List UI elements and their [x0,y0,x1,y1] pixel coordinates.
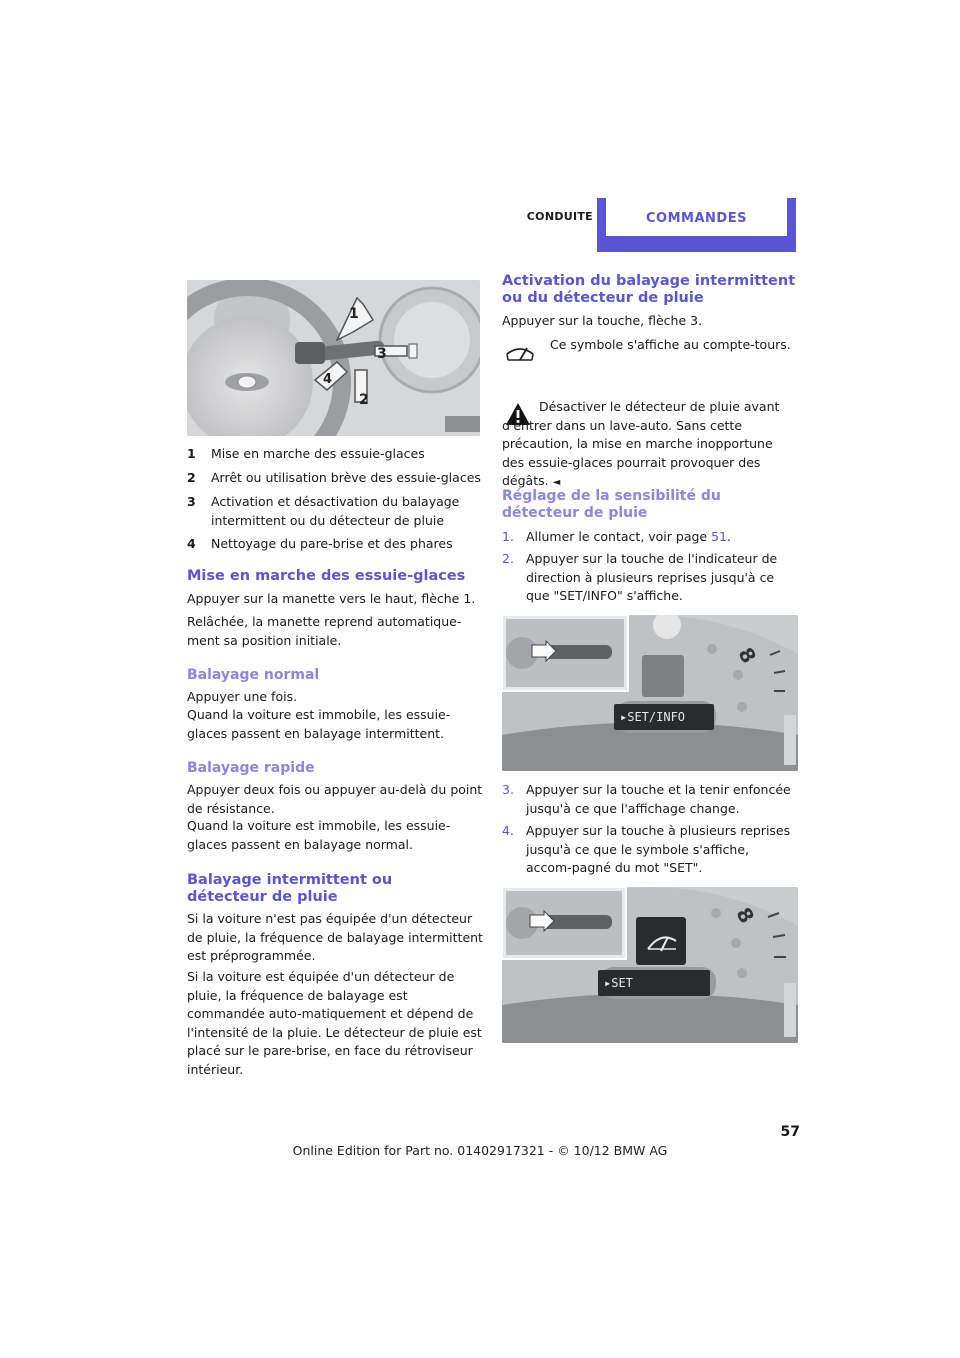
heading-activation: Activation du balayage intermittent ou du détecteur de pluie [502,273,796,306]
paragraph: Appuyer sur la touche, flèche 3. [502,313,703,328]
callout-3: 3 [377,346,387,362]
legend-item: 4 Nettoyage du pare-brise et des phares [187,536,453,551]
display-text: ▸SET [604,976,633,990]
heading-mise-en-marche: Mise en marche des essuie-glaces [187,568,466,584]
paragraph: Appuyer sur la manette vers le haut, flèche 1. [187,591,476,606]
callout-1: 1 [349,306,359,322]
legend-item: 2 Arrêt ou utilisation brève des essuie-glaces [187,470,481,485]
legend-item: 1 Mise en marche des essuie-glaces [187,446,425,461]
heading-balayage-normal: Balayage normal [187,667,320,683]
figure-legend [187,445,487,554]
legend-item: 3 Activation et désactivation du balayage intermittent ou du détecteur de pluie [187,494,460,528]
paragraph: Quand la voiture est immobile, les essuie-glaces passent en balayage intermittent. [187,707,451,741]
section-label: CONDUITE [526,210,593,223]
page-number: 57 [780,1124,800,1140]
set-display-photo [502,887,798,1043]
paragraph: Relâchée, la manette reprend automatique-ment sa position initiale. [187,614,462,648]
paragraph: Appuyer deux fois ou appuyer au-delà du point de résistance. [187,782,483,816]
paragraph: Si la voiture n'est pas équipée d'un détecteur de pluie, la fréquence de balayage intermittent est préprogrammée. [187,911,483,963]
paragraph: Quand la voiture est immobile, les essuie-glaces passent en balayage normal. [187,818,451,852]
step-4: 4. Appuyer sur la touche à plusieurs reprises jusqu'à ce que le symbole s'affiche, accom-pagné du mot "SET". [502,823,791,875]
heading-balayage-intermittent: Balayage intermittent ou détecteur de pluie [187,872,393,905]
chapter-tab-label: COMMANDES [646,211,747,226]
set-illustration [502,887,798,1043]
heading-balayage-rapide: Balayage rapide [187,760,315,776]
wiper-lever-illustration [187,280,480,436]
wiper-symbol-icon [505,340,535,362]
paragraph: Appuyer une fois. [187,689,298,704]
wiper-lever-photo [187,280,480,436]
set-info-illustration [502,615,798,771]
paragraph: Si la voiture est équipée d'un détecteur de pluie, la fréquence de balayage est commandée auto-matiquement et dépend de l'intensité de la pluie. Le détecteur de pluie est placé sur le pare-brise, en face du rétroviseur intérieur. [187,969,482,1077]
set-info-display-photo [502,615,798,771]
end-marker: ◄ [552,477,561,488]
svg-text:8: 8 [731,903,760,928]
callout-2: 2 [359,392,369,408]
step-2: 2. Appuyer sur la touche de l'indicateur de direction à plusieurs reprises jusqu'à ce que "SET/INFO" s'affiche. [502,551,778,603]
step-3: 3. Appuyer sur la touche et la tenir enfoncée jusqu'à ce que l'affichage change. [502,782,791,816]
heading-reglage: Réglage de la sensibilité du détecteur de pluie [502,488,721,521]
edition-footer: Online Edition for Part no. 01402917321 - © 10/12 BMW AG [292,1143,668,1158]
callout-4: 4 [323,372,333,387]
svg-text:8: 8 [733,643,762,668]
display-text: ▸SET/INFO [620,710,686,724]
page-link[interactable]: 51 [711,529,728,544]
paragraph: Ce symbole s'affiche au compte-tours. [550,337,791,352]
step-1: 1. Allumer le contact, voir page 51. [502,529,731,544]
warning-text: Désactiver le détecteur de pluie avant d'entrer dans un lave-auto. Sans cette précaution, la mise en marche inopportune des essuie-glaces pourrait provoquer des dégâts. ◄ [502,399,780,488]
chapter-tab [597,198,796,252]
